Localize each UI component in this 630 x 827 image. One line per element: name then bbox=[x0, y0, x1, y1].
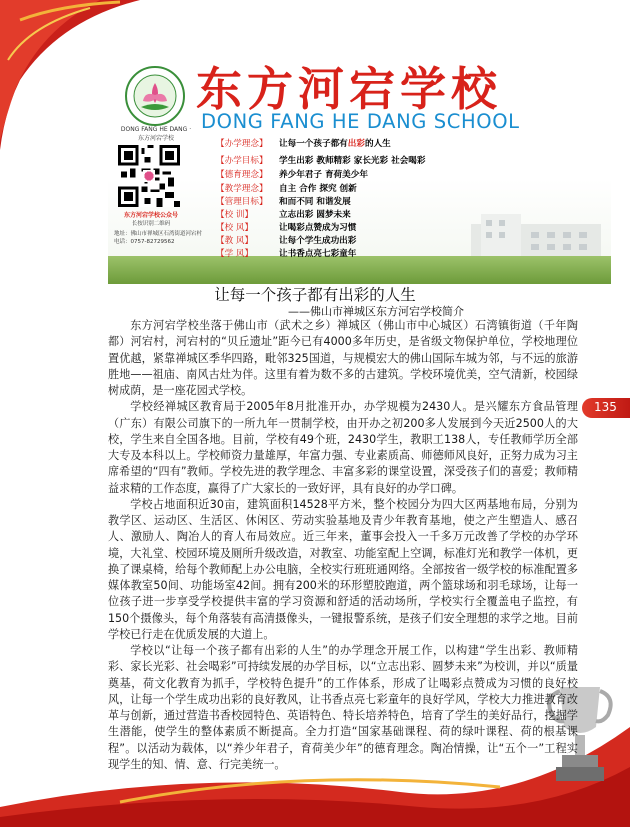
motto-key: 【教学理念】 bbox=[216, 184, 268, 194]
article-paragraph: 学校占地面积近30亩，建筑面积14528平方米，整个校园分为四大区两基地布局，分别为教学区、运动区、生活区、休闲区、劳动实验基地及青少年教育基地，使之产生塑造人、感召人、激励人、陶冶人的育人布局效应。近三年来，董事会投入一千多万元改善了学校的办学环境，大礼堂、校园环境及厕所升级改造，对教室、功能室配上空调，标准灯光和教学一体机，更换了课桌椅，给每个教师配上办公电脑，全校实行班班通网络。全部按省一级学校的标准配置多媒体教室50间、功能场室42间。拥有200米的环形塑胶跑道，两个篮球场和羽毛球场，让每一位孩子进一步享受学校提供丰富的学习资源和舒适的活动场所，学校实行全覆盖电子监控，有150个摄像头，每个角落装有高清摄像头，一键报警系统，是孩子们安全理想的求学之地。目前学校已行走在优质发展的大道上。 bbox=[108, 497, 578, 641]
motto-key: 【教 风】 bbox=[216, 236, 254, 246]
motto-row bbox=[216, 198, 351, 207]
motto-row bbox=[216, 224, 356, 233]
motto-key: 【学 风】 bbox=[216, 249, 254, 259]
motto-row bbox=[216, 185, 357, 194]
school-phone: 电话：0757-82729562 bbox=[114, 239, 175, 246]
page-number: 135 bbox=[594, 400, 617, 414]
article-body bbox=[108, 318, 578, 773]
motto-value: 和而不同 和谐发展 bbox=[279, 197, 351, 207]
school-logo-icon bbox=[125, 65, 185, 127]
campus-building-illustration bbox=[461, 204, 611, 264]
motto-value: 自主 合作 探究 创新 bbox=[279, 184, 357, 194]
article-paragraph: 学校经禅城区教育局于2005年8月批准开办，办学规模为2430人。是兴耀东方食品管理（广东）有限公司旗下的一所九年一贯制学校，由开办之初200多人发展到今天近2500人的大校，学生来自全国各地。目前，学校有49个班，2430学生，教职工138人，专任教师学历全部大专及本科以上。学校师资力量雄厚，年富力强、专业素质高、师德师风良好，正努力成为习主席希望的“四有”教师。学校先进的教学理念、丰富多彩的课堂设置，深受孩子们的喜爱；教师精益求精的工作态度，赢得了广大家长的一致好评，具有良好的办学口碑。 bbox=[108, 400, 578, 495]
school-address: 地址：佛山市禅城区石湾街道河宕村 bbox=[114, 231, 203, 237]
motto-key: 【管理目标】 bbox=[216, 197, 268, 207]
motto-row bbox=[216, 171, 368, 180]
qr-label: 东方河宕学校公众号 bbox=[123, 212, 178, 219]
article-paragraph: 学校以“让每一个孩子都有出彩的人生”的办学理念开展工作，以构建“学生出彩、教师精彩、家长光彩、社会喝彩”可持续发展的办学目标，以“立志出彩、圆梦未来”为校训，并以“质量奠基，荷文化教育为抓手，学校特色提升”的工作体系，形成了让喝彩点赞成为习惯的良好校风，让每一个学生成功出彩的良好教风，让书香点亮七彩童年的良好学风，学校大力推进教育改革与创新，通过营造书香校园特色、英语特色、特长培养特色，培育了学生的美好品行，挖掘学生潜能，使学生的整体素质不断提高。全力打造“国家基础课程、荷的绿叶课程、荷的根基课程”。以活动为载体，以“养少年君子，育荷美少年”的德育理念。陶冶情操，让“五个一”工程实现学生的知、情、意、行完美统一。 bbox=[108, 644, 578, 771]
school-name: 东方河宕学校 bbox=[196, 62, 502, 116]
motto-value: 让喝彩点赞成为习惯 bbox=[279, 223, 357, 233]
motto-value: 让书香点亮七彩童年 bbox=[279, 249, 357, 259]
motto-row bbox=[216, 250, 356, 259]
motto-row bbox=[216, 237, 356, 246]
motto-value: 让每个学生成功出彩 bbox=[279, 236, 357, 246]
school-contact bbox=[114, 230, 214, 247]
motto-value: 让每一个孩子都有出彩的人生 bbox=[279, 139, 391, 149]
school-name-english: DONG FANG HE DANG SCHOOL bbox=[201, 110, 520, 133]
motto-key: 【德育理念】 bbox=[216, 170, 268, 180]
motto-key: 【办学目标】 bbox=[216, 156, 268, 166]
qr-hint: 长按识别二维码 bbox=[131, 221, 171, 227]
article-paragraph: 东方河宕学校坐落于佛山市（武术之乡）禅城区（佛山市中心城区）石湾镇街道（千年陶都）河宕村，河宕村的“贝丘遗址”距今已有4000多年历史，是省级文物保护单位，学校地理位置优越，紧靠禅城区季华四路，毗邻325国道，与规模宏大的佛山国际车城为邻，与不远的旅游胜地——祖庙、南风古灶为伴。这里有着为数不多的古建筑。学校环境优美，空气清新，校园绿树成荫，是一座花园式学校。 bbox=[108, 319, 578, 397]
motto-key: 【校 风】 bbox=[216, 223, 254, 233]
motto-value: 学生出彩 教师精彩 家长光彩 社会喝彩 bbox=[279, 156, 426, 166]
motto-value: 养少年君子 育荷美少年 bbox=[279, 170, 368, 180]
motto-key: 【校 训】 bbox=[216, 210, 254, 220]
motto-value: 立志出彩 圆梦未来 bbox=[279, 210, 351, 220]
qr-code bbox=[118, 145, 180, 207]
motto-row bbox=[216, 140, 391, 149]
motto-row bbox=[216, 157, 425, 166]
article-title: 让每一个孩子都有出彩的人生 bbox=[214, 286, 416, 304]
logo-caption: DONG FANG HE DANG · 东方河宕学校 bbox=[120, 126, 192, 142]
motto-row bbox=[216, 211, 351, 220]
article-subtitle: ——佛山市禅城区东方河宕学校简介 bbox=[288, 305, 464, 318]
motto-key: 【办学理念】 bbox=[216, 139, 268, 149]
lawn-strip bbox=[108, 256, 611, 284]
school-banner bbox=[108, 50, 611, 284]
